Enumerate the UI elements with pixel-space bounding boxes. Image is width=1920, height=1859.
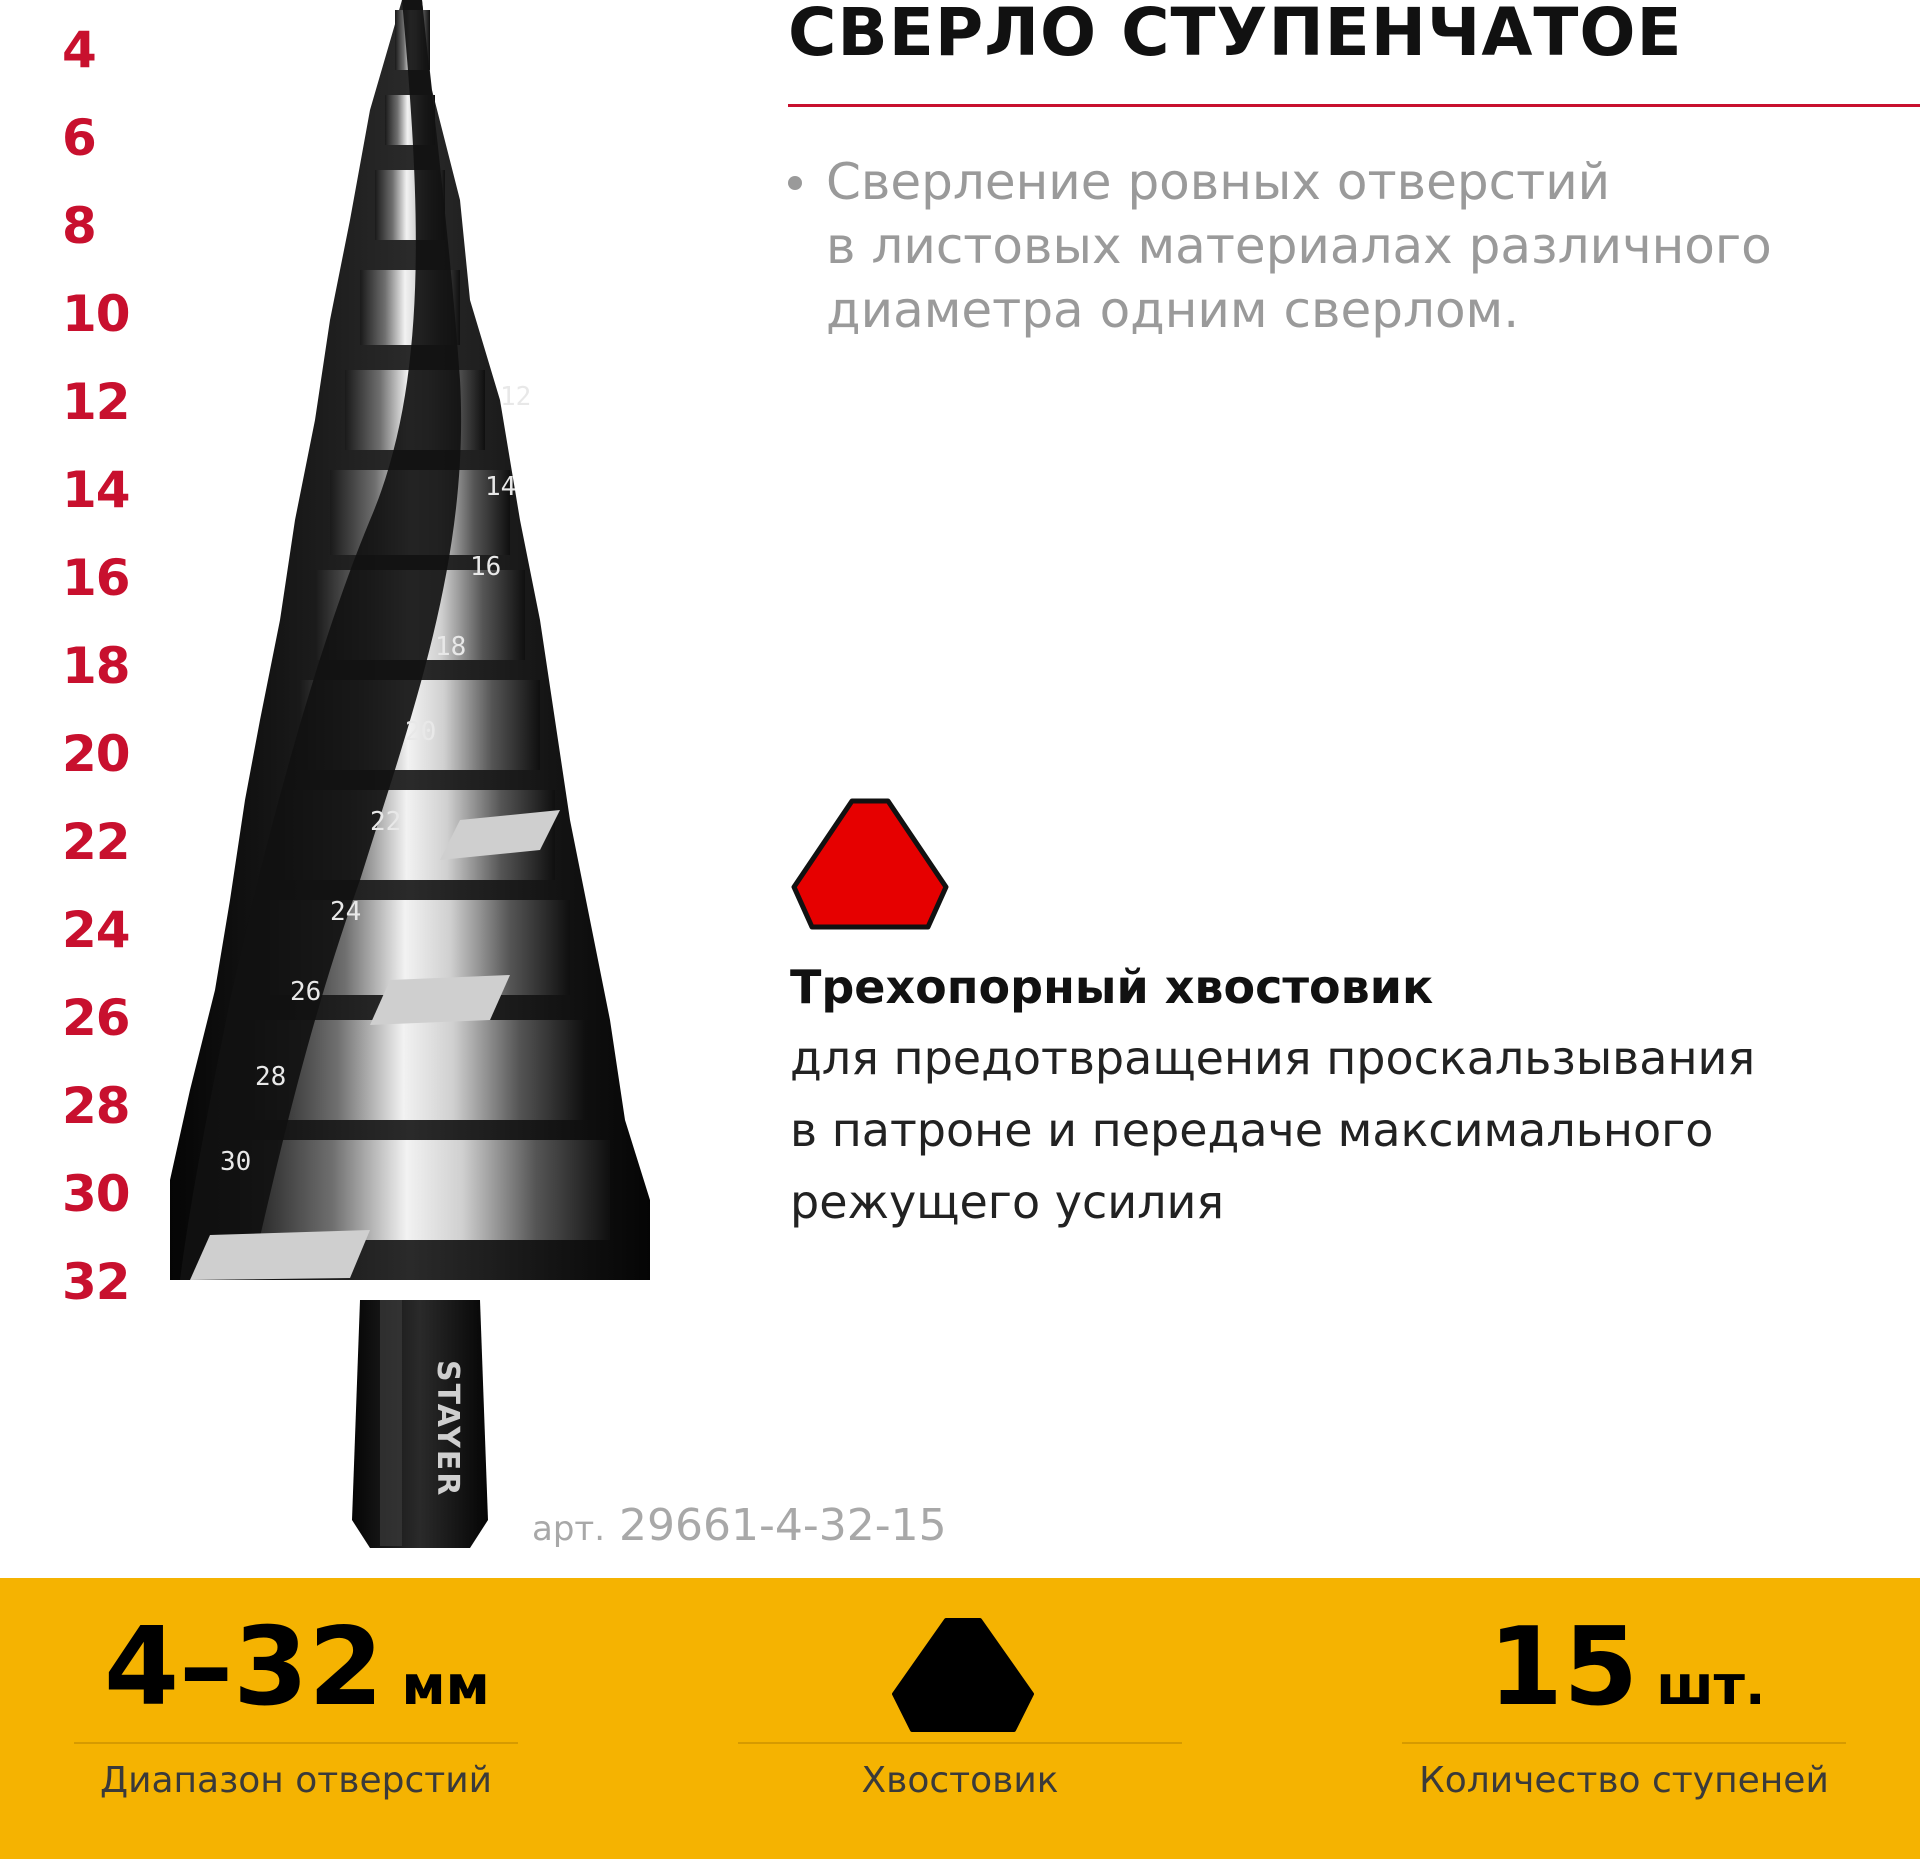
- scale-mark: 24: [62, 901, 130, 959]
- engraved-mark: 22: [370, 807, 402, 837]
- range-unit: мм: [401, 1654, 490, 1717]
- range-value-group: [104, 1605, 490, 1730]
- engraved-mark: 30: [220, 1147, 252, 1177]
- engraved-mark: 20: [405, 717, 437, 747]
- feature-description: [790, 1022, 1890, 1238]
- scale-mark: 18: [62, 637, 130, 695]
- spec-divider: [1402, 1742, 1846, 1744]
- feature-title: Трехопорный хвостовик: [790, 960, 1434, 1014]
- page-title: СВЕРЛО СТУПЕНЧАТОЕ: [788, 0, 1683, 71]
- steps-value-group: [1488, 1605, 1766, 1730]
- article-prefix: арт.: [532, 1509, 606, 1549]
- scale-mark: 6: [62, 109, 96, 167]
- scale-mark: 28: [62, 1077, 130, 1135]
- engraved-mark: 12: [500, 382, 532, 412]
- scale-mark: 10: [62, 285, 130, 343]
- feature-bullet: [788, 150, 1888, 342]
- scale-mark: 4: [62, 21, 96, 79]
- feature-line: в патроне и передаче максимального: [790, 1103, 1714, 1157]
- steps-label: Количество ступеней: [1419, 1760, 1829, 1801]
- shank-label: Хвостовик: [861, 1760, 1059, 1801]
- scale-mark: 26: [62, 989, 130, 1047]
- scale-mark: 14: [62, 461, 130, 519]
- scale-mark: 8: [62, 197, 96, 255]
- article-number: [532, 1500, 947, 1551]
- engraved-mark: 16: [470, 552, 502, 582]
- range-value: 4–32: [104, 1605, 384, 1730]
- steps-value: 15: [1488, 1605, 1639, 1730]
- scale-mark: 32: [62, 1253, 130, 1311]
- scale-mark: 22: [62, 813, 130, 871]
- brand-mark: STAYER: [430, 1360, 465, 1498]
- spec-shank: [738, 1578, 1182, 1859]
- spec-band: [0, 1578, 1920, 1859]
- feature-line: режущего усилия: [790, 1175, 1225, 1229]
- step-drill-image: [170, 0, 690, 1550]
- tri-shank-black-icon: [890, 1616, 1036, 1734]
- bullet-line: диаметра одним сверлом.: [826, 281, 1520, 339]
- bullet-icon: [788, 176, 802, 190]
- engraved-mark: 18: [435, 632, 467, 662]
- spec-steps: [1402, 1578, 1846, 1859]
- spec-range: [74, 1578, 518, 1859]
- engraved-mark: 24: [330, 897, 362, 927]
- title-divider: [788, 104, 1920, 107]
- tri-shank-red-icon: [790, 795, 950, 933]
- article-code: 29661-4-32-15: [619, 1500, 947, 1551]
- range-label: Диапазон отверстий: [99, 1760, 493, 1801]
- steps-unit: шт.: [1656, 1654, 1766, 1717]
- engraved-mark: 26: [290, 977, 322, 1007]
- spec-divider: [74, 1742, 518, 1744]
- scale-mark: 16: [62, 549, 130, 607]
- bullet-line: в листовых материалах различного: [826, 217, 1772, 275]
- spec-divider: [738, 1742, 1182, 1744]
- scale-mark: 30: [62, 1165, 130, 1223]
- feature-line: для предотвращения проскальзывания: [790, 1031, 1756, 1085]
- scale-mark: 20: [62, 725, 130, 783]
- bullet-line: Сверление ровных отверстий: [826, 153, 1611, 211]
- engraved-mark: 14: [485, 472, 517, 502]
- scale-mark: 12: [62, 373, 130, 431]
- engraved-mark: 28: [255, 1062, 287, 1092]
